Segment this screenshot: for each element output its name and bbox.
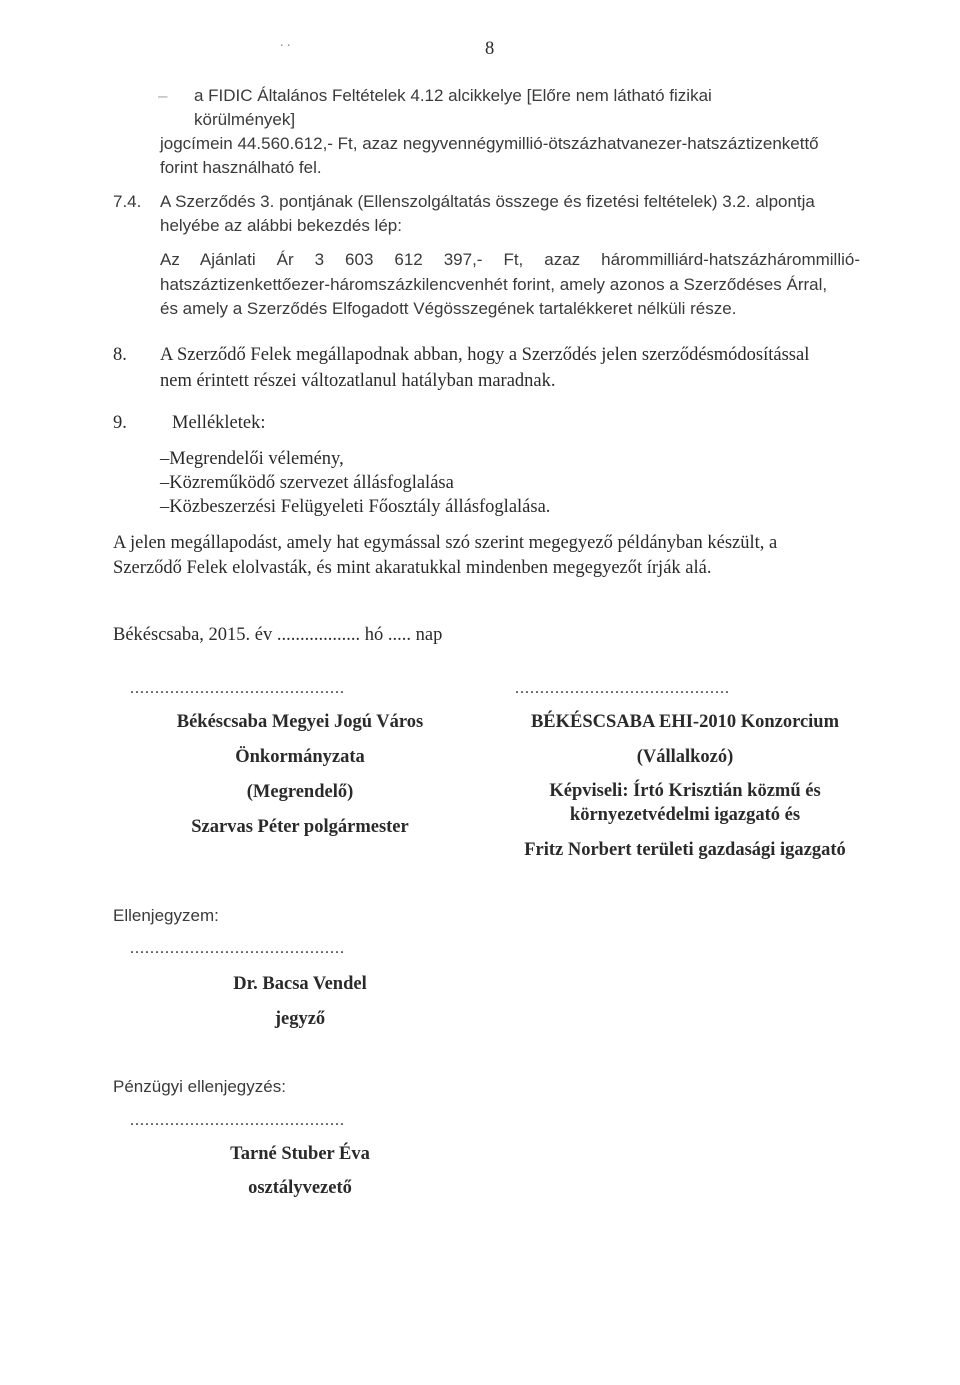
left-signatory-line-1: Békéscsaba Megyei Jogú Város — [176, 712, 424, 732]
countersign-name: Dr. Bacsa Vendel — [233, 974, 367, 994]
header-marks: . . — [280, 35, 291, 50]
countersign-label: Ellenjegyzem: — [113, 906, 219, 925]
right-signatory-line-3: Képviseli: Írtó Krisztián közmű és — [549, 781, 821, 801]
right-signatory-line-4: környezetvédelmi igazgató és — [569, 805, 801, 825]
financial-countersign-name: Tarné Stuber Éva — [230, 1144, 370, 1164]
fidic-line-1: a FIDIC Általános Feltételek 4.12 alcikkelye [Előre nem látható fizikai — [194, 86, 712, 105]
right-signatory-line-5: Fritz Norbert területi gazdasági igazgató — [524, 840, 846, 860]
fidic-line-3: jogcímein 44.560.612,- Ft, azaz negyvennégymillió-ötszázhatvanezer-hatszáztizenkettő — [160, 134, 819, 153]
closing-line-2: Szerződő Felek elolvasták, és mint akaratukkal mindenben megegyezőt írják alá. — [113, 558, 712, 578]
countersign-title: jegyző — [274, 1009, 326, 1029]
right-signatory-line-1: BÉKÉSCSABA EHI-2010 Konzorcium — [530, 712, 840, 732]
signature-line-right: ........................................... — [515, 680, 730, 697]
attachment-item: –Közreműködő szervezet állásfoglalása — [160, 473, 454, 493]
section-7-4-line-2: helyébe az alábbi bekezdés lép: — [160, 216, 402, 235]
fidic-line-2: körülmények] — [194, 110, 296, 129]
financial-countersign-label: Pénzügyi ellenjegyzés: — [113, 1077, 286, 1096]
section-7-4-line-1: A Szerződés 3. pontjának (Ellenszolgáltatás összege és fizetési feltételek) 3.2. alpontja — [160, 192, 815, 211]
left-signatory-line-4: Szarvas Péter polgármester — [191, 817, 409, 837]
fidic-line-4: forint használható fel. — [160, 158, 322, 177]
financial-signature-line: ........................................... — [130, 1112, 345, 1129]
price-line-3: és amely a Szerződés Elfogadott Végösszegének tartalékkeret nélküli része. — [160, 299, 737, 318]
section-8-line-2: nem érintett részei változatlanul hatályban maradnak. — [160, 371, 556, 391]
list-dash: – — [158, 86, 168, 105]
left-signatory-line-2: Önkormányzata — [235, 747, 365, 767]
place-date: Békéscsaba, 2015. év .................. hó ..... nap — [113, 625, 443, 645]
price-line-2: hatszáztizenkettőezer-háromszázkilencvenhét forint, amely azonos a Szerződéses Árral, — [160, 275, 828, 294]
left-signatory-line-3: (Megrendelő) — [246, 782, 354, 802]
section-7-4-number: 7.4. — [113, 192, 142, 211]
attachment-item: –Közbeszerzési Felügyeleti Főosztály állásfoglalása. — [160, 497, 551, 517]
financial-countersign-title: osztályvezető — [248, 1178, 352, 1198]
section-8-line-1: A Szerződő Felek megállapodnak abban, hogy a Szerződés jelen szerződésmódosítással — [160, 345, 810, 365]
attachment-item: –Megrendelői vélemény, — [160, 449, 344, 469]
page-number: 8 — [485, 39, 495, 59]
section-9-number: 9. — [113, 413, 127, 433]
closing-line-1: A jelen megállapodást, amely hat egymással szó szerint megegyező példányban készült, a — [113, 533, 778, 553]
right-signatory-line-2: (Vállalkozó) — [636, 747, 734, 767]
section-8-number: 8. — [113, 345, 127, 365]
countersign-signature-line: ........................................... — [130, 940, 345, 957]
price-line-1: Az Ajánlati Ár 3 603 612 397,- Ft, azaz hárommilliárd-hatszázhárommillió- — [160, 250, 860, 269]
section-9-title: Mellékletek: — [172, 413, 266, 433]
signature-line-left: ........................................... — [130, 680, 345, 697]
